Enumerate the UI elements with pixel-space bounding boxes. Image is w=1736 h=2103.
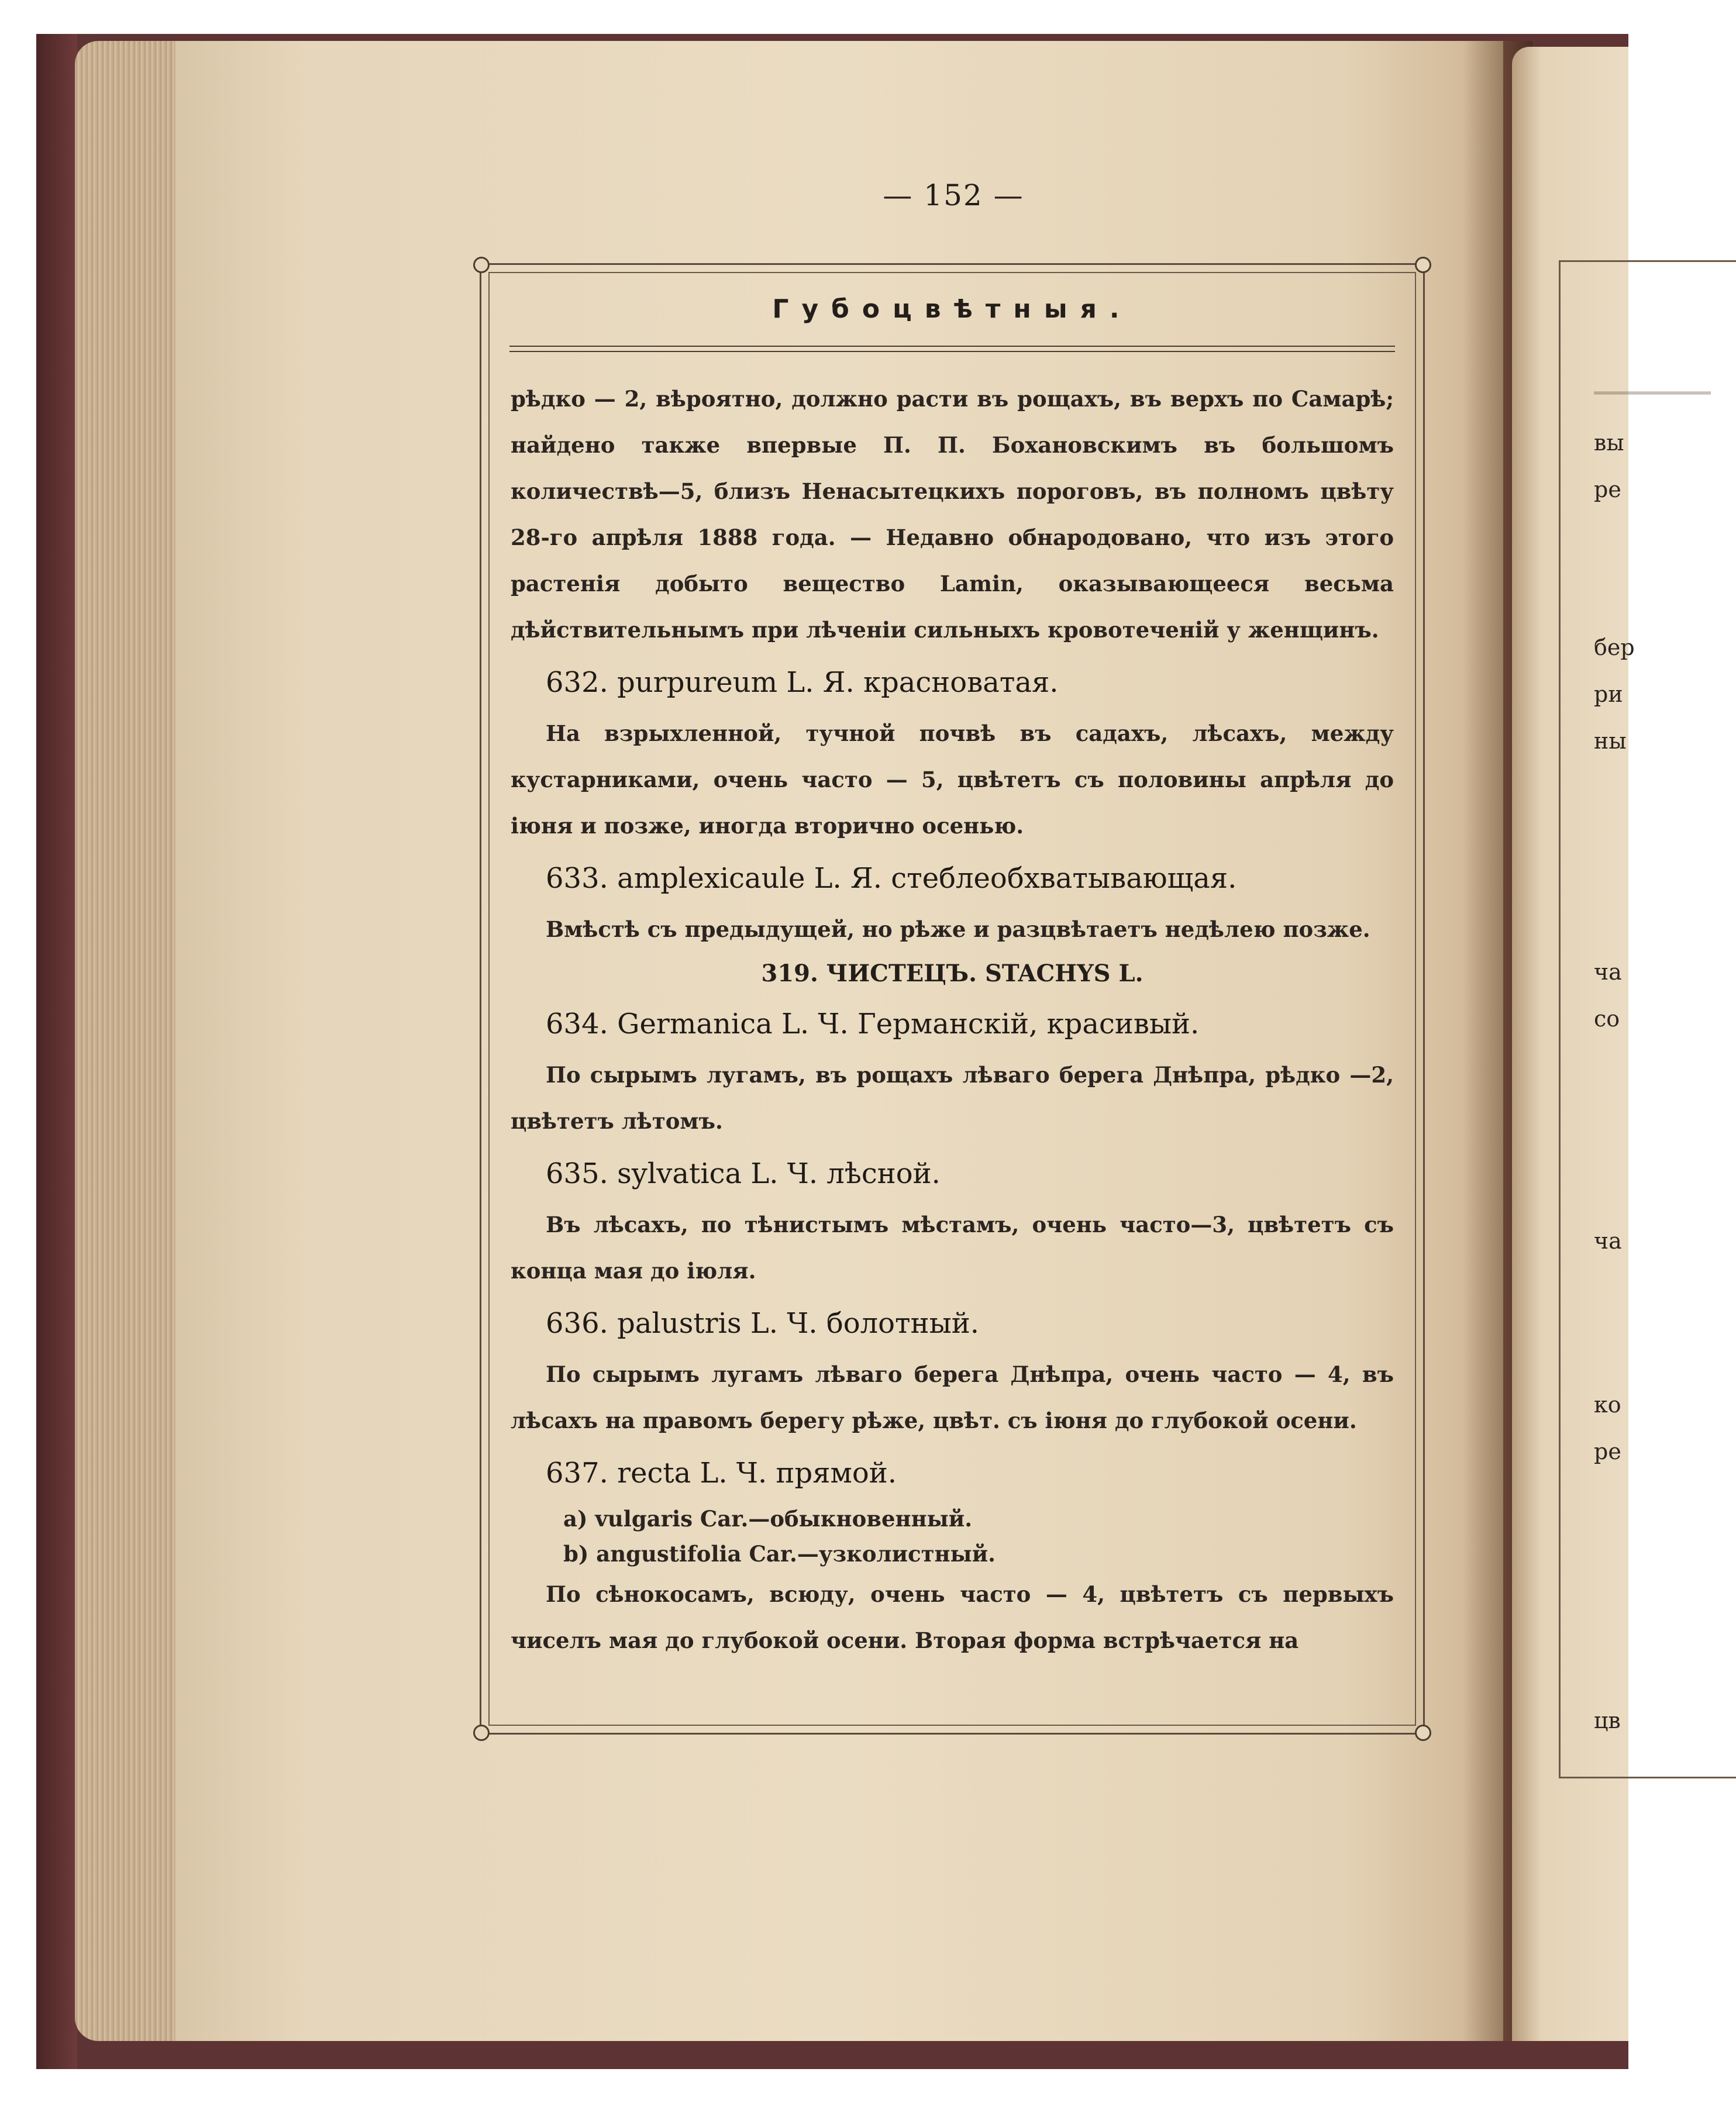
body-paragraph: Вмѣстѣ съ предыдущей, но рѣже и разцвѣтаетъ недѣлею позже. (546, 916, 1370, 942)
body-paragraph: На взрыхленной, тучной почвѣ въ садахъ, лѣсахъ, между кустарниками, очень часто — 5, цвѣтетъ съ половины апрѣля до іюня и позже, иногда вторично осенью. (511, 720, 1394, 839)
species-heading: 637. recta L. Ч. прямой. (546, 1457, 897, 1490)
variety-line: b) angustifolia Car.—узколистный. (563, 1541, 996, 1567)
next-page-fragment: ри (1594, 681, 1623, 707)
running-header-title: Губоцвѣтныя. (772, 294, 1132, 324)
body-paragraph: По сѣнокосамъ, всюду, очень часто — 4, цвѣтетъ съ первыхъ чиселъ мая до глубокой осени. Вторая форма встрѣчается на (511, 1581, 1394, 1653)
body-paragraph: По сырымъ лугамъ, въ рощахъ лѣваго берега Днѣпра, рѣдко —2, цвѣтетъ лѣтомъ. (511, 1062, 1394, 1134)
frame-corner-ornament-icon (1415, 257, 1431, 273)
next-page-fragment: ре (1594, 1439, 1621, 1464)
next-page-fragment: со (1594, 1006, 1620, 1032)
next-page-fragment: ко (1594, 1392, 1621, 1418)
species-heading: 635. sylvatica L. Ч. лѣсной. (546, 1157, 941, 1190)
header-double-rule (509, 346, 1395, 352)
next-page-fragment: вы (1594, 430, 1624, 456)
text-frame (480, 263, 1425, 1735)
frame-corner-ornament-icon (473, 1725, 490, 1741)
next-page-fragment: бер (1594, 635, 1635, 660)
species-heading: 636. palustris L. Ч. болотный. (546, 1307, 980, 1340)
species-heading: 633. amplexicaule L. Я. стеблеобхватывающая. (546, 862, 1237, 895)
species-heading: 634. Germanica L. Ч. Германскій, красивый. (546, 1008, 1200, 1040)
next-page-fragment: ре (1594, 477, 1621, 502)
body-paragraph: Въ лѣсахъ, по тѣнистымъ мѣстамъ, очень часто—3, цвѣтетъ съ конца мая до іюля. (511, 1212, 1394, 1284)
frame-corner-ornament-icon (473, 257, 490, 273)
page-body-text (511, 376, 1394, 1664)
body-paragraph: По сырымъ лугамъ лѣваго берега Днѣпра, очень часто — 4, въ лѣсахъ на правомъ берегу рѣже, цвѣт. съ іюня до глубокой осени. (511, 1361, 1394, 1433)
genus-heading: 319. ЧИСТЕЦЪ. STACHYS L. (761, 960, 1143, 987)
next-page-fragment: цв (1594, 1708, 1621, 1733)
next-page-fragment: ны (1594, 728, 1627, 754)
variety-line: a) vulgaris Car.—обыкновенный. (563, 1506, 973, 1532)
next-page-fragment: ча (1594, 1228, 1622, 1254)
page-number: — 152 — (883, 178, 1024, 212)
next-page-edge (1512, 47, 1635, 2041)
book-cover-edge (36, 34, 77, 2069)
species-heading: 632. purpureum L. Я. красноватая. (546, 666, 1059, 699)
body-paragraph: рѣдко — 2, вѣроятно, должно расти въ рощахъ, въ верхъ по Самарѣ; найдено также впервые П. П. Бохановскимъ въ большомъ количествѣ—5, близъ Ненасытецкихъ пороговъ, въ полномъ цвѣту 28-го апрѣля 1888 года. — Недавно обнародовано, что изъ этого растенія добыто вещество Lamin, оказывающееся весьма дѣйствительнымъ при лѣченіи сильныхъ кровотеченій у женщинъ. (511, 386, 1394, 643)
next-page-fragment: ча (1594, 959, 1622, 985)
frame-corner-ornament-icon (1415, 1725, 1431, 1741)
next-page-frame (1559, 260, 1736, 1778)
next-page-rule (1594, 392, 1711, 394)
